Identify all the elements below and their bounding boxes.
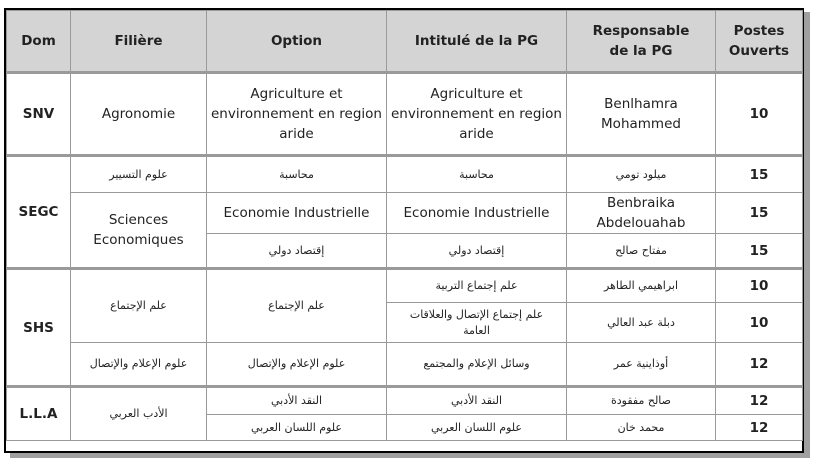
option-cell: إقتصاد دولي: [207, 234, 387, 269]
filiere-cell: علوم التسيير: [71, 156, 207, 193]
filiere-cell: علم الإجتماع: [71, 269, 207, 343]
responsable-cell: ميلود تومي: [567, 156, 716, 193]
responsable-cell: صالح مفقودة: [567, 387, 716, 415]
intitule-cell: وسائل الإعلام والمجتمع: [387, 343, 567, 387]
table-row: [7, 269, 803, 303]
filiere-cell: Agronomie: [71, 73, 207, 156]
intitule-cell: Agriculture et environnement en region aride: [387, 73, 567, 156]
option-cell: علوم اللسان العربي: [207, 415, 387, 441]
postes-cell: 15: [716, 234, 803, 269]
postes-cell: 12: [716, 415, 803, 441]
table-row: [7, 343, 803, 387]
responsable-cell: ابراهيمي الطاهر: [567, 269, 716, 303]
frame-shadow-right: [804, 12, 810, 457]
intitule-cell: محاسبة: [387, 156, 567, 193]
intitule-cell: علم إجتماع الإتصال والعلاقات العامة: [387, 303, 567, 343]
intitule-cell: إقتصاد دولي: [387, 234, 567, 269]
dom-lla: L.L.A: [7, 387, 71, 441]
intitule-cell: علوم اللسان العربي: [387, 415, 567, 441]
table-row: [7, 193, 803, 234]
header-filiere: Filière: [71, 11, 207, 73]
postes-cell: 12: [716, 343, 803, 387]
responsable-cell: Benlhamra Mohammed: [567, 73, 716, 156]
table-row: [7, 387, 803, 415]
header-row: [7, 11, 803, 73]
intitule-cell: Economie Industrielle: [387, 193, 567, 234]
postes-cell: 15: [716, 193, 803, 234]
option-cell: النقد الأدبي: [207, 387, 387, 415]
postes-cell: 10: [716, 269, 803, 303]
option-cell: علوم الإعلام والإتصال: [207, 343, 387, 387]
frame-shadow-bottom: [10, 453, 810, 458]
intitule-cell: علم إجتماع التربية: [387, 269, 567, 303]
table-row: [7, 73, 803, 156]
postes-cell: 15: [716, 156, 803, 193]
option-cell: علم الإجتماع: [207, 269, 387, 343]
header-responsable: Responsable de la PG: [567, 11, 716, 73]
filiere-cell: الأدب العربي: [71, 387, 207, 441]
dom-segc: SEGC: [7, 156, 71, 269]
option-cell: محاسبة: [207, 156, 387, 193]
option-cell: Agriculture et environnement en region aride: [207, 73, 387, 156]
responsable-cell: Benbraika Abdelouahab: [567, 193, 716, 234]
dom-shs: SHS: [7, 269, 71, 387]
filiere-cell: علوم الإعلام والإتصال: [71, 343, 207, 387]
responsable-cell: مفتاح صالح: [567, 234, 716, 269]
pg-postes-table: [6, 10, 803, 441]
table-row: [7, 156, 803, 193]
header-option: Option: [207, 11, 387, 73]
option-cell: Economie Industrielle: [207, 193, 387, 234]
header-intitule: Intitulé de la PG: [387, 11, 567, 73]
responsable-cell: محمد خان: [567, 415, 716, 441]
postes-cell: 10: [716, 73, 803, 156]
dom-snv: SNV: [7, 73, 71, 156]
filiere-cell: Sciences Economiques: [71, 193, 207, 269]
header-postes: Postes Ouverts: [716, 11, 803, 73]
header-dom: Dom: [7, 11, 71, 73]
postes-cell: 12: [716, 387, 803, 415]
intitule-cell: النقد الأدبي: [387, 387, 567, 415]
responsable-cell: دبلة عبد العالي: [567, 303, 716, 343]
postes-cell: 10: [716, 303, 803, 343]
responsable-cell: أوذاينية عمر: [567, 343, 716, 387]
